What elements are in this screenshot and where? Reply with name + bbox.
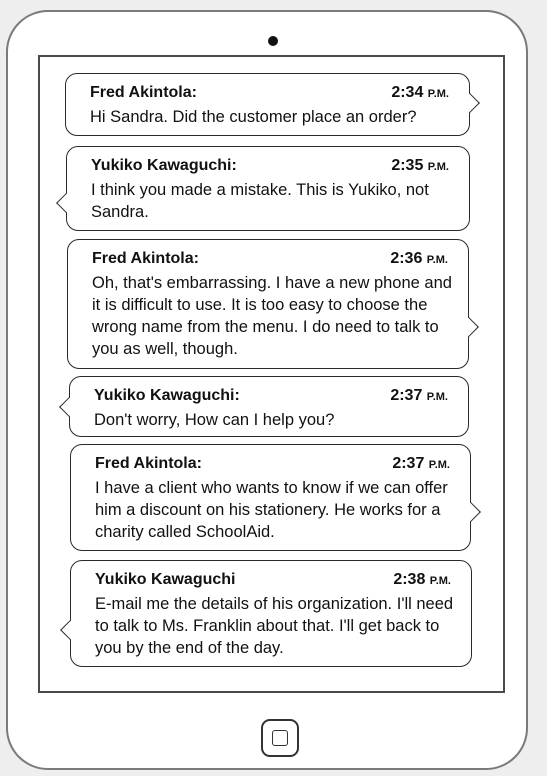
message-bubble (67, 239, 469, 369)
message-text: Hi Sandra. Did the customer place an order? (90, 108, 417, 126)
message-text: Don't worry, How can I help you? (94, 411, 335, 429)
message-text: E-mail me the details of his organization. I'll need to talk to Ms. Franklin about that. I'll get back to you by the end of the day. (95, 595, 454, 657)
message-time: 2:35 P.M. (391, 157, 449, 174)
message-text: Oh, that's embarrassing. I have a new phone and it is difficult to use. It is too easy to choose the wrong name from the menu. I do need to talk to you as well, though. (92, 274, 452, 358)
message-time: 2:37 P.M. (392, 455, 450, 472)
sender-name: Yukiko Kawaguchi: (91, 157, 237, 174)
home-button[interactable] (261, 719, 299, 757)
message-time: 2:38 P.M. (393, 571, 451, 588)
sender-name: Fred Akintola: (92, 250, 199, 267)
message-bubble (66, 146, 470, 231)
message-bubble (65, 73, 470, 136)
message-bubble (69, 376, 469, 437)
sender-name: Yukiko Kawaguchi (95, 571, 236, 588)
message-time: 2:37 P.M. (390, 387, 448, 404)
message-time: 2:34 P.M. (391, 84, 449, 101)
message-time: 2:36 P.M. (390, 250, 448, 267)
sender-name: Yukiko Kawaguchi: (94, 387, 240, 404)
sender-name: Fred Akintola: (95, 455, 202, 472)
message-text: I have a client who wants to know if we can offer him a discount on his stationery. He works for a charity called SchoolAid. (95, 479, 448, 541)
message-text: I think you made a mistake. This is Yukiko, not Sandra. (91, 181, 429, 221)
sender-name: Fred Akintola: (90, 84, 197, 101)
home-square-icon (272, 730, 288, 746)
message-bubble (70, 444, 471, 551)
camera-icon (268, 36, 278, 46)
message-bubble (70, 560, 472, 667)
